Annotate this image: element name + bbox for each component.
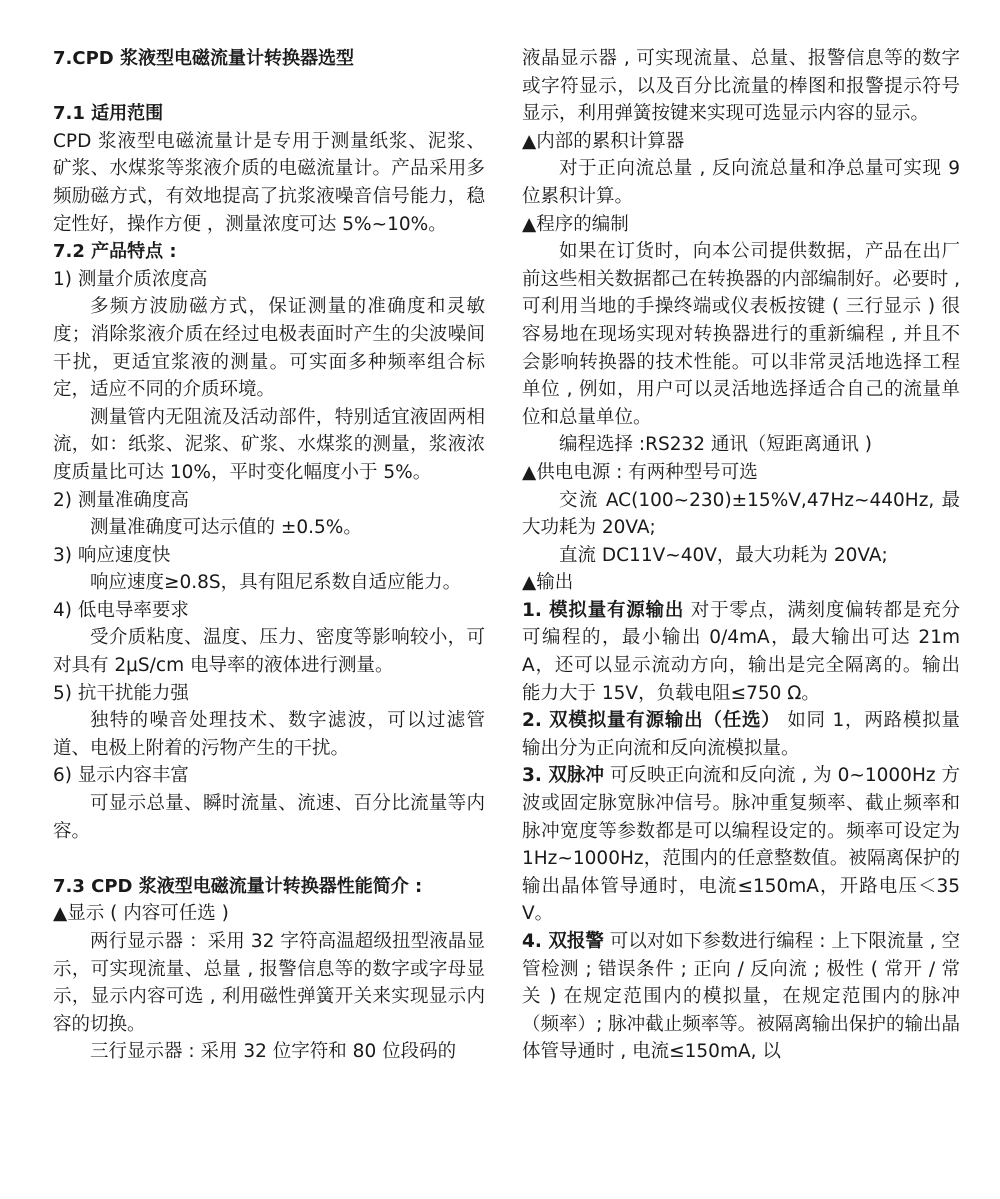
section-7-3-heading: 7.3 CPD 浆液型电磁流量计转换器性能简介 : (53, 875, 423, 897)
output-item-4-label: 4. 双报警 (522, 931, 604, 952)
display-paragraph-2: 三行显示器 : 采用 32 位字符和 80 位段码的 (90, 1041, 457, 1063)
spacer (53, 73, 485, 101)
output-item-1 (522, 597, 960, 707)
output-item-2-label: 2. 双模拟量有源输出（任选） (522, 710, 781, 732)
section-7-1-text: CPD 浆液型电磁流量计是专用于测量纸浆、泥浆、矿浆、水煤浆等浆液介质的电磁流量计。产品采用多频励磁方式，有效地提高了抗浆液噪音信号能力，稳定性好，操作方便 ，测量浓度可达 5%~10%。 (53, 130, 485, 235)
feature-3-heading: 3) 响应速度快 (53, 544, 171, 566)
left-column (53, 45, 485, 1066)
display-heading: ▲显示 ( 内容可任选 ) (53, 903, 229, 925)
feature-3-paragraph: 响应速度≥0.8S，具有阻尼系数自适应能力。 (90, 572, 462, 594)
programming-paragraph-1: 如果在订货时，向本公司提供数据，产品在出厂前这些相关数据都己在转换器的内部编制好。必要时 , 可利用当地的手操终端或仪表板按键 ( 三行显示 ) 很容易地在现场实现对转换器进行的重新编程 , 并且不会影响转换器的技术性能。可以非常灵活地选择工程单位 , 例如，用户可以灵活地选择适合自己的流量单位和总量单位。 (522, 241, 960, 428)
feature-2-heading: 2) 测量准确度高 (53, 489, 189, 511)
output-item-2 (522, 707, 960, 762)
feature-6-heading: 6) 显示内容丰富 (53, 765, 189, 787)
accumulator-heading: ▲内部的累积计算器 (522, 130, 685, 152)
power-ac-paragraph: 交流 AC(100~230)±15%V,47Hz~440Hz, 最大功耗为 20VA; (522, 489, 960, 539)
output-item-3 (522, 762, 960, 928)
feature-4-paragraph: 受介质粘度、温度、压力、密度等影响较小，可对具有 2μS/cm 电导率的液体进行测量。 (53, 627, 485, 677)
feature-1-paragraph-2: 测量管内无阻流及活动部件，特别适宜液固两相流，如：纸浆、泥浆、矿浆、水煤浆的测量，浆液浓度质量比可达 10%，平时变化幅度小于 5%。 (53, 406, 485, 483)
right-column (522, 45, 960, 1066)
output-item-4-text: 可以对如下参数进行编程 : 上下限流量 , 空管检测 ; 错误条件 ; 正向 / 反向流 ; 极性 ( 常开 / 常关 ) 在规定范围内的模拟量，在规定范围内的脉冲（频率）; 脉冲截止频率等。被隔离输出保护的输出晶体管导通时 , 电流≤150mA, 以 (522, 931, 960, 1063)
feature-5-paragraph: 独特的噪音处理技术、数字滤波，可以过滤管道、电极上附着的污物产生的干扰。 (53, 710, 485, 759)
output-item-2-text: 如同 1，两路模拟量输出分为正向流和反向流模拟量。 (522, 710, 960, 759)
feature-1-heading: 1) 测量介质浓度高 (53, 268, 208, 290)
feature-1-paragraph-1: 多频方波励磁方式，保证测量的准确度和灵敏度；消除浆液介质在经过电极表面时产生的尖波噪间干扰，更适宜浆液的测量。可实面多种频率组合标定，适应不同的介质环境。 (53, 296, 485, 401)
page-title: 7.CPD 浆液型电磁流量计转换器选型 (53, 48, 354, 69)
display-paragraph-1: 两行显示器 ：采用 32 字符高温超级扭型液晶显示，可实现流量、总量 , 报警信息等的数字或字母显示，显示内容可选 , 利用磁性弹簧开关来实现显示内容的切换。 (53, 931, 485, 1035)
accumulator-paragraph: 对于正向流总量 , 反向流总量和净总量可实现 9 位累积计算。 (522, 158, 960, 207)
output-item-1-label: 1. 模拟量有源输出 (522, 599, 685, 621)
feature-4-heading: 4) 低电导率要求 (53, 599, 189, 621)
output-item-1-text: 对于零点，满刻度偏转都是充分可编程的，最小输出 0/4mA，最大输出可达 21mA，还可以显示流动方向，输出是完全隔离的。输出能力大于 15V，负载电阻≤750 Ω。 (522, 599, 960, 704)
output-heading: ▲输出 (522, 572, 574, 594)
output-item-4 (522, 928, 960, 1066)
power-dc-paragraph: 直流 DC11V~40V，最大功耗为 20VA; (559, 544, 888, 566)
power-supply-heading: ▲供电电源 : 有两种型号可选 (522, 461, 758, 483)
programming-paragraph-2: 编程选择 :RS232 通讯（短距离通讯 ) (559, 434, 873, 456)
section-7-1-heading: 7.1 适用范围 (53, 103, 164, 125)
feature-2-paragraph: 测量准确度可达示值的 ±0.5%。 (90, 517, 362, 539)
output-item-3-text: 可反映正向流和反向流 , 为 0~1000Hz 方波或固定脉宽脉冲信号。脉冲重复频率、截止频率和脉冲宽度等参数都是可以编程设定的。频率可设定为 1Hz~1000Hz，范围内的任意整数值。被隔离保护的输出晶体管导通时，电流≤150mA，开路电压＜35V。 (522, 765, 961, 925)
output-item-3-label: 3. 双脉冲 (522, 765, 605, 787)
display-paragraph-2-continued: 液晶显示器 , 可实现流量、总量、报警信息等的数字或字符显示，以及百分比流量的棒图和报警提示符号显示，利用弹簧按键来实现可选显示内容的显示。 (522, 48, 960, 125)
section-7-2-heading: 7.2 产品特点 : (53, 241, 177, 263)
spacer (53, 845, 485, 873)
feature-6-paragraph: 可显示总量、瞬时流量、流速、百分比流量等内容。 (53, 793, 485, 842)
programming-heading: ▲程序的编制 (522, 213, 629, 235)
feature-5-heading: 5) 抗干扰能力强 (53, 682, 189, 704)
